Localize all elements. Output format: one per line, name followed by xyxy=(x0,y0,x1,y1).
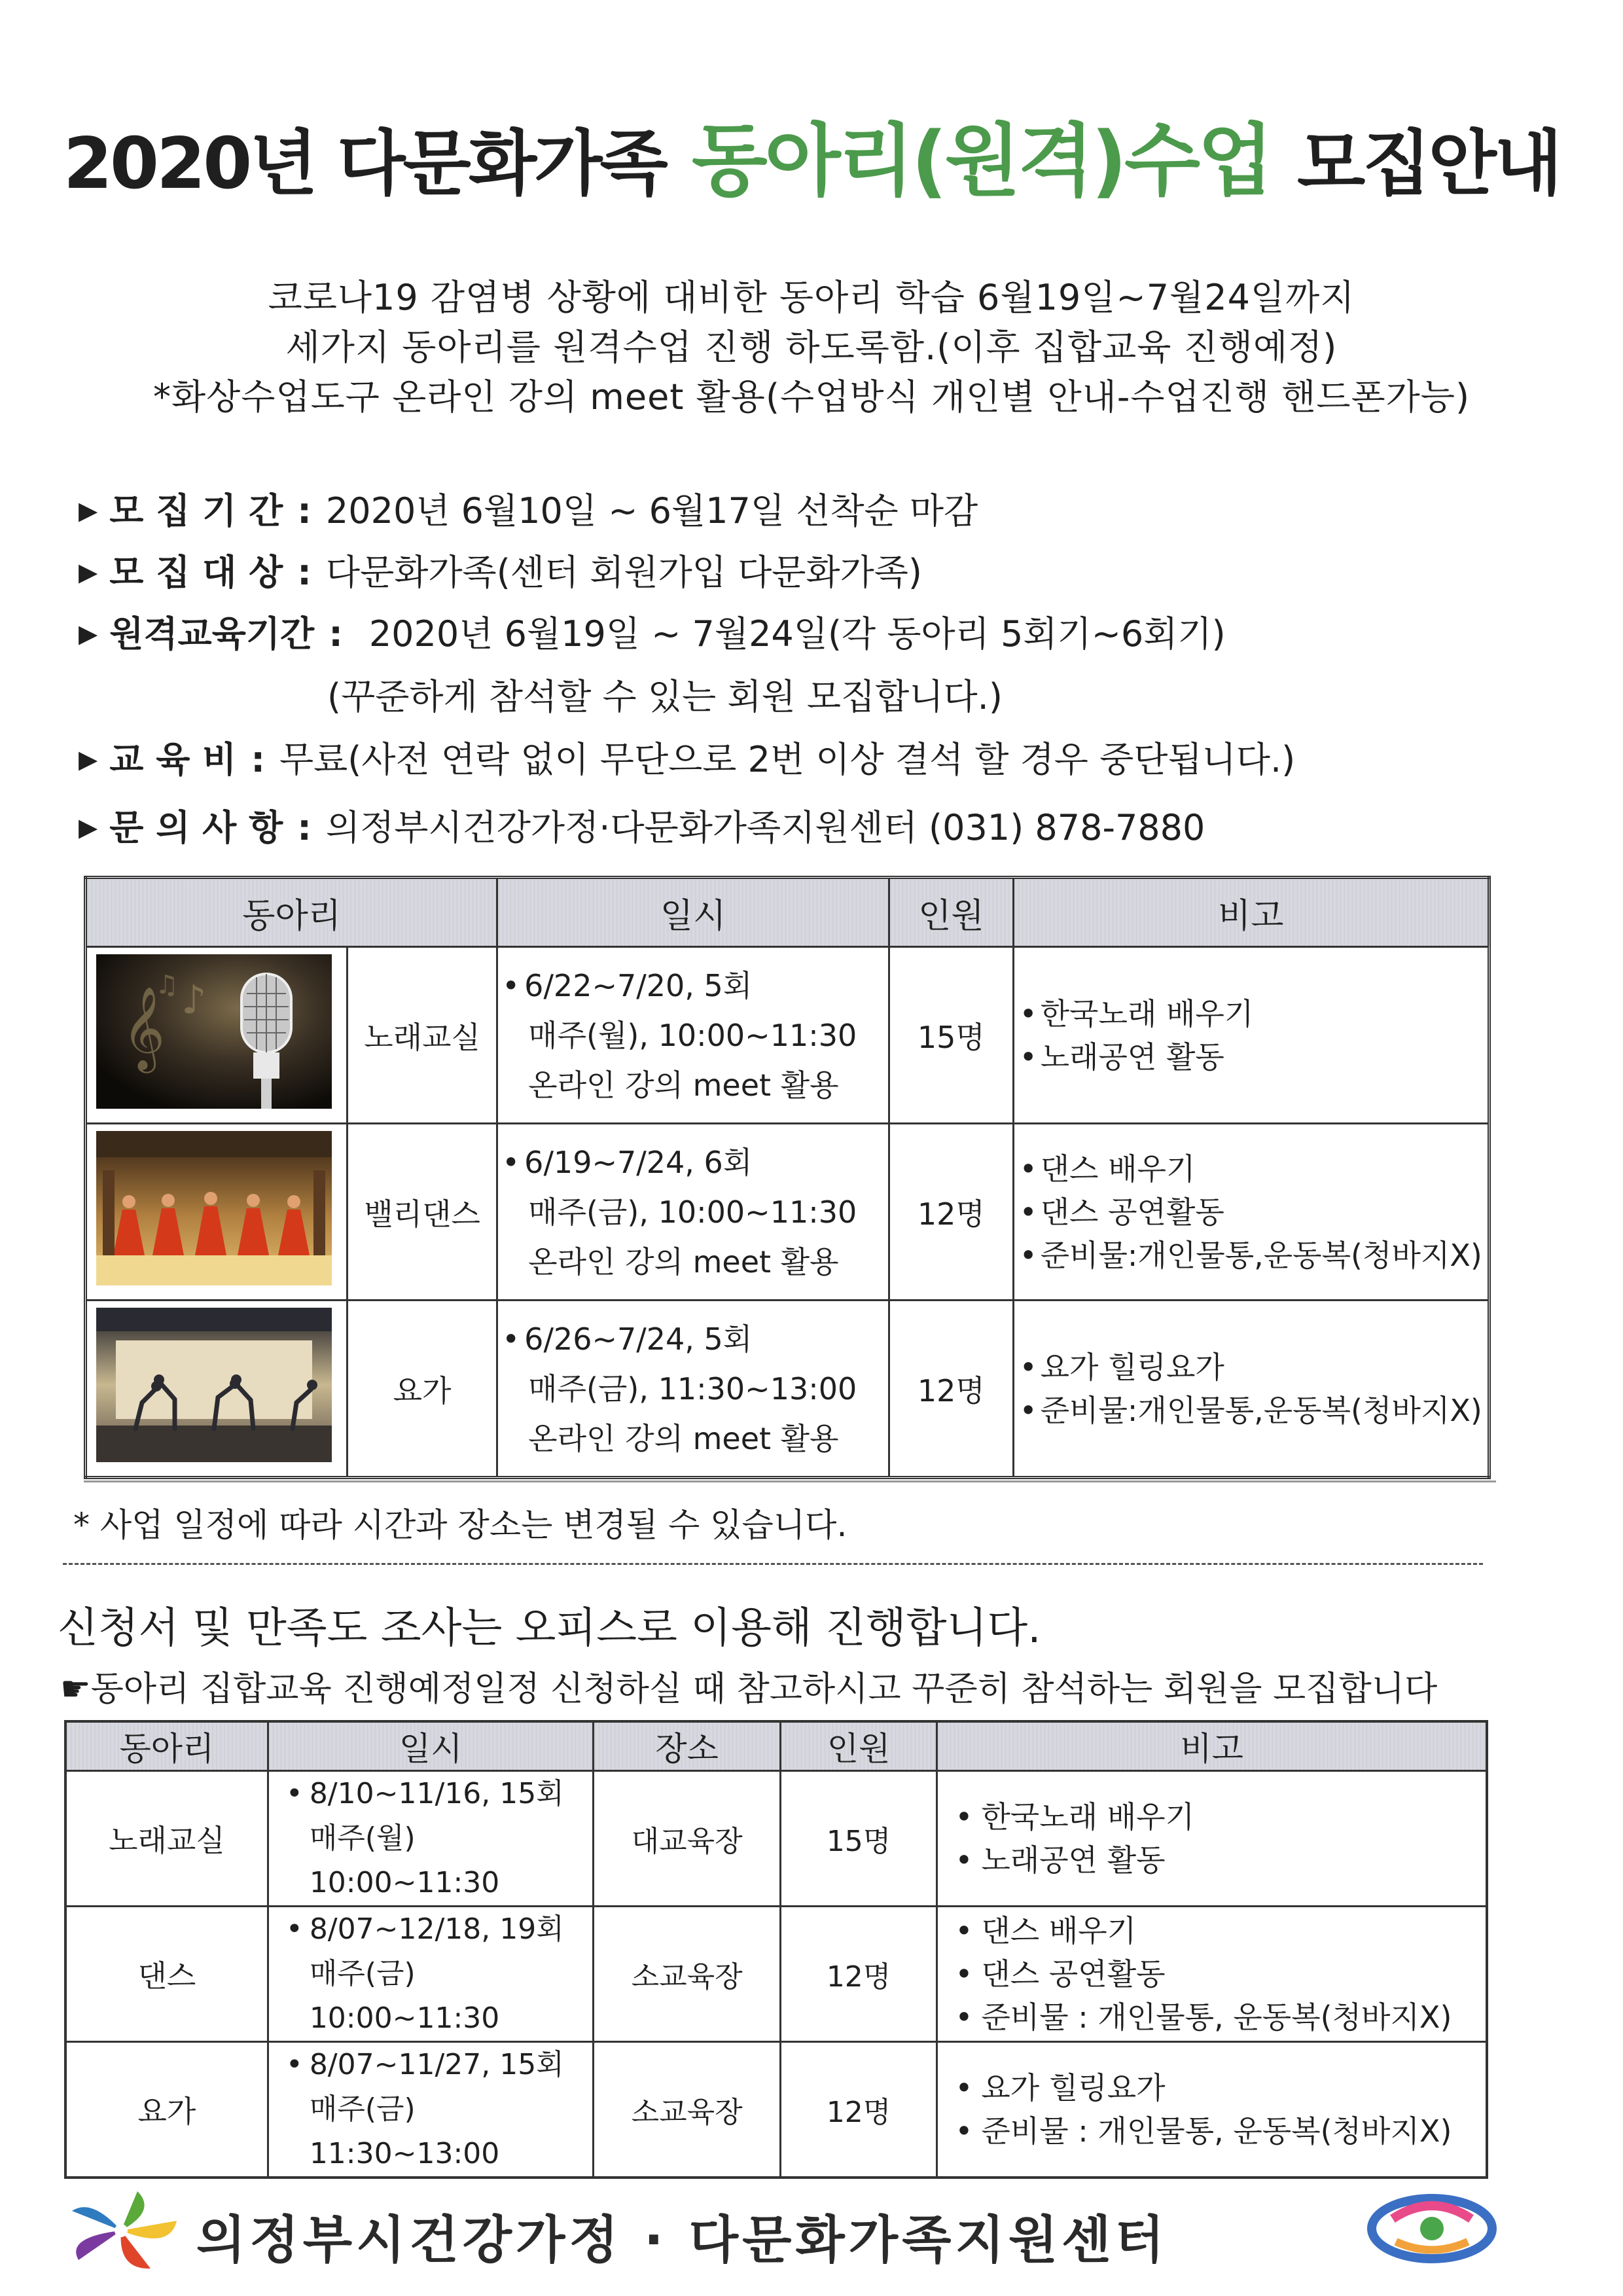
schedule-cell: • 8/07~12/18, 19회 매주(금) 10:00~11:30 xyxy=(268,1907,594,2042)
intro-line-1: 코로나19 감염병 상황에 대비한 동아리 학습 6월19일~7월24일까지 xyxy=(268,277,1355,318)
table-underline xyxy=(84,1480,1496,1482)
club-name: 노래교실 xyxy=(347,947,497,1124)
info-label: 교 육 비 xyxy=(109,739,237,780)
info-value: 2020년 6월10일 ~ 6월17일 선착순 마감 xyxy=(325,490,978,531)
header-schedule: 일시 xyxy=(268,1721,594,1771)
table-row xyxy=(65,2042,1487,2178)
table-row xyxy=(86,1300,1489,1478)
notes-cell: • 요가 힐링요가 • 준비물 : 개인물통, 운동복(청바지X) xyxy=(937,2042,1487,2178)
offline-class-table xyxy=(64,1720,1488,2179)
club-name: 댄스 xyxy=(65,1907,268,2042)
table-row xyxy=(65,1907,1487,2042)
triangle-bullet-icon: ▶ xyxy=(79,619,98,648)
info-contact: ▶ 문 의 사 항 : 의정부시건강가정·다문화가족지원센터 (031) 878-7880 xyxy=(79,800,1205,850)
header-club: 동아리 xyxy=(86,878,497,947)
schedule-cell: • 6/19~7/24, 6회 매주(금), 10:00~11:30 온라인 강의 meet 활용 xyxy=(497,1124,889,1300)
notes-cell: • 댄스 배우기 • 댄스 공연활동 • 준비물:개인물통,운동복(청바지X) xyxy=(1013,1124,1489,1300)
center-logo-icon xyxy=(1366,2193,1497,2265)
info-value: 무료(사전 연락 없이 무단으로 2번 이상 결석 할 경우 중단됩니다.) xyxy=(279,739,1296,780)
triangle-bullet-icon: ▶ xyxy=(79,496,98,525)
svg-text:♫: ♫ xyxy=(155,970,179,1000)
club-name: 노래교실 xyxy=(65,1771,268,1907)
header-schedule: 일시 xyxy=(497,878,889,947)
title-part1: 2020년 다문화가족 xyxy=(63,123,666,205)
info-value: 의정부시건강가정·다문화가족지원센터 (031) 878-7880 xyxy=(325,807,1205,848)
intro-line-3: *화상수업도구 온라인 강의 meet 활용(수업방식 개인별 안내-수업진행 핸드폰가능) xyxy=(152,376,1471,418)
section2-heading: 신청서 및 만족도 조사는 오피스로 이용해 진행합니다. xyxy=(58,1604,1041,1653)
member-count: 15명 xyxy=(780,1771,937,1907)
page-title xyxy=(0,98,1623,211)
notes-cell: • 댄스 배우기 • 댄스 공연활동 • 준비물 : 개인물통, 운동복(청바지X) xyxy=(937,1907,1487,2042)
schedule-cell: • 6/26~7/24, 5회 매주(금), 11:30~13:00 온라인 강의 meet 활용 xyxy=(497,1300,889,1478)
header-place: 장소 xyxy=(594,1721,780,1771)
notes-cell: • 요가 힐링요가 • 준비물:개인물통,운동복(청바지X) xyxy=(1013,1300,1489,1478)
place-cell: 소교육장 xyxy=(594,2042,780,2178)
info-label: 문 의 사 항 xyxy=(109,807,283,848)
member-count: 12명 xyxy=(889,1124,1013,1300)
place-cell: 소교육장 xyxy=(594,1907,780,2042)
title-highlight: 동아리(원격)수업 xyxy=(691,116,1271,207)
schedule-change-notice: * 사업 일정에 따라 시간과 장소는 변경될 수 있습니다. xyxy=(73,1506,847,1544)
info-label: 모 집 대 상 xyxy=(109,552,283,593)
svg-text:𝄞: 𝄞 xyxy=(122,986,166,1069)
intro-line-2: 세가지 동아리를 원격수업 진행 하도록함.(이후 집합교육 진행예정) xyxy=(285,327,1338,368)
header-notes: 비고 xyxy=(937,1721,1487,1771)
table-row xyxy=(65,1771,1487,1907)
table-row xyxy=(86,1124,1489,1300)
schedule-cell: • 6/22~7/20, 5회 매주(월), 10:00~11:30 온라인 강의 meet 활용 xyxy=(497,947,889,1124)
table-header-row xyxy=(86,878,1489,947)
club-name: 요가 xyxy=(347,1300,497,1478)
club-name: 밸리댄스 xyxy=(347,1124,497,1300)
info-target: ▶ 모 집 대 상 : 다문화가족(센터 회원가입 다문화가족) xyxy=(79,545,922,595)
header-notes: 비고 xyxy=(1013,878,1489,947)
info-label: 원격교육기간 xyxy=(109,613,315,655)
yoga-photo xyxy=(96,1308,332,1462)
footer-org-name: 의정부시건강가정 · 다문화가족지원센터 xyxy=(196,2211,1168,2270)
triangle-bullet-icon: ▶ xyxy=(79,813,98,842)
header-club: 동아리 xyxy=(65,1721,268,1771)
member-count: 12명 xyxy=(780,2042,937,2178)
info-edu-sub: (꾸준하게 참석할 수 있는 회원 모집합니다.) xyxy=(327,676,1003,717)
member-count: 12명 xyxy=(889,1300,1013,1478)
pinwheel-logo-icon xyxy=(59,2191,183,2270)
belly-dance-photo xyxy=(96,1131,332,1285)
dashed-divider xyxy=(63,1563,1483,1565)
member-count: 12명 xyxy=(780,1907,937,2042)
header-count: 인원 xyxy=(780,1721,937,1771)
triangle-bullet-icon: ▶ xyxy=(79,558,98,586)
notes-cell: • 한국노래 배우기 • 노래공연 활동 xyxy=(1013,947,1489,1124)
svg-text:♪: ♪ xyxy=(181,977,207,1023)
schedule-cell: • 8/10~11/16, 15회 매주(월) 10:00~11:30 xyxy=(268,1771,594,1907)
schedule-cell: • 8/07~11/27, 15회 매주(금) 11:30~13:00 xyxy=(268,2042,594,2178)
club-name: 요가 xyxy=(65,2042,268,2178)
online-class-table xyxy=(84,876,1491,1479)
table-row xyxy=(86,947,1489,1124)
title-part2: 모집안내 xyxy=(1296,123,1560,205)
microphone-photo xyxy=(96,954,332,1109)
header-count: 인원 xyxy=(889,878,1013,947)
info-value: 다문화가족(센터 회원가입 다문화가족) xyxy=(325,552,922,593)
info-period: ▶ 모 집 기 간 : 2020년 6월10일 ~ 6월17일 선착순 마감 xyxy=(79,483,978,533)
info-value: 2020년 6월19일 ~ 7월24일(각 동아리 5회기~6회기) xyxy=(368,613,1226,655)
table-header-row xyxy=(65,1721,1487,1771)
place-cell: 대교육장 xyxy=(594,1771,780,1907)
notes-cell: • 한국노래 배우기 • 노래공연 활동 xyxy=(937,1771,1487,1907)
triangle-bullet-icon: ▶ xyxy=(79,745,98,774)
section2-subheading: ☛동아리 집합교육 진행예정일정 신청하실 때 참고하시고 꾸준히 참석하는 회원을 모집합니다 xyxy=(60,1670,1438,1709)
info-fee: ▶ 교 육 비 : 무료(사전 연락 없이 무단으로 2번 이상 결석 할 경우 중단됩니다.) xyxy=(79,732,1295,782)
info-edu-period: ▶ 원격교육기간 : 2020년 6월19일 ~ 7월24일(각 동아리 5회기~6회기) xyxy=(79,606,1226,656)
info-label: 모 집 기 간 xyxy=(109,490,283,531)
member-count: 15명 xyxy=(889,947,1013,1124)
